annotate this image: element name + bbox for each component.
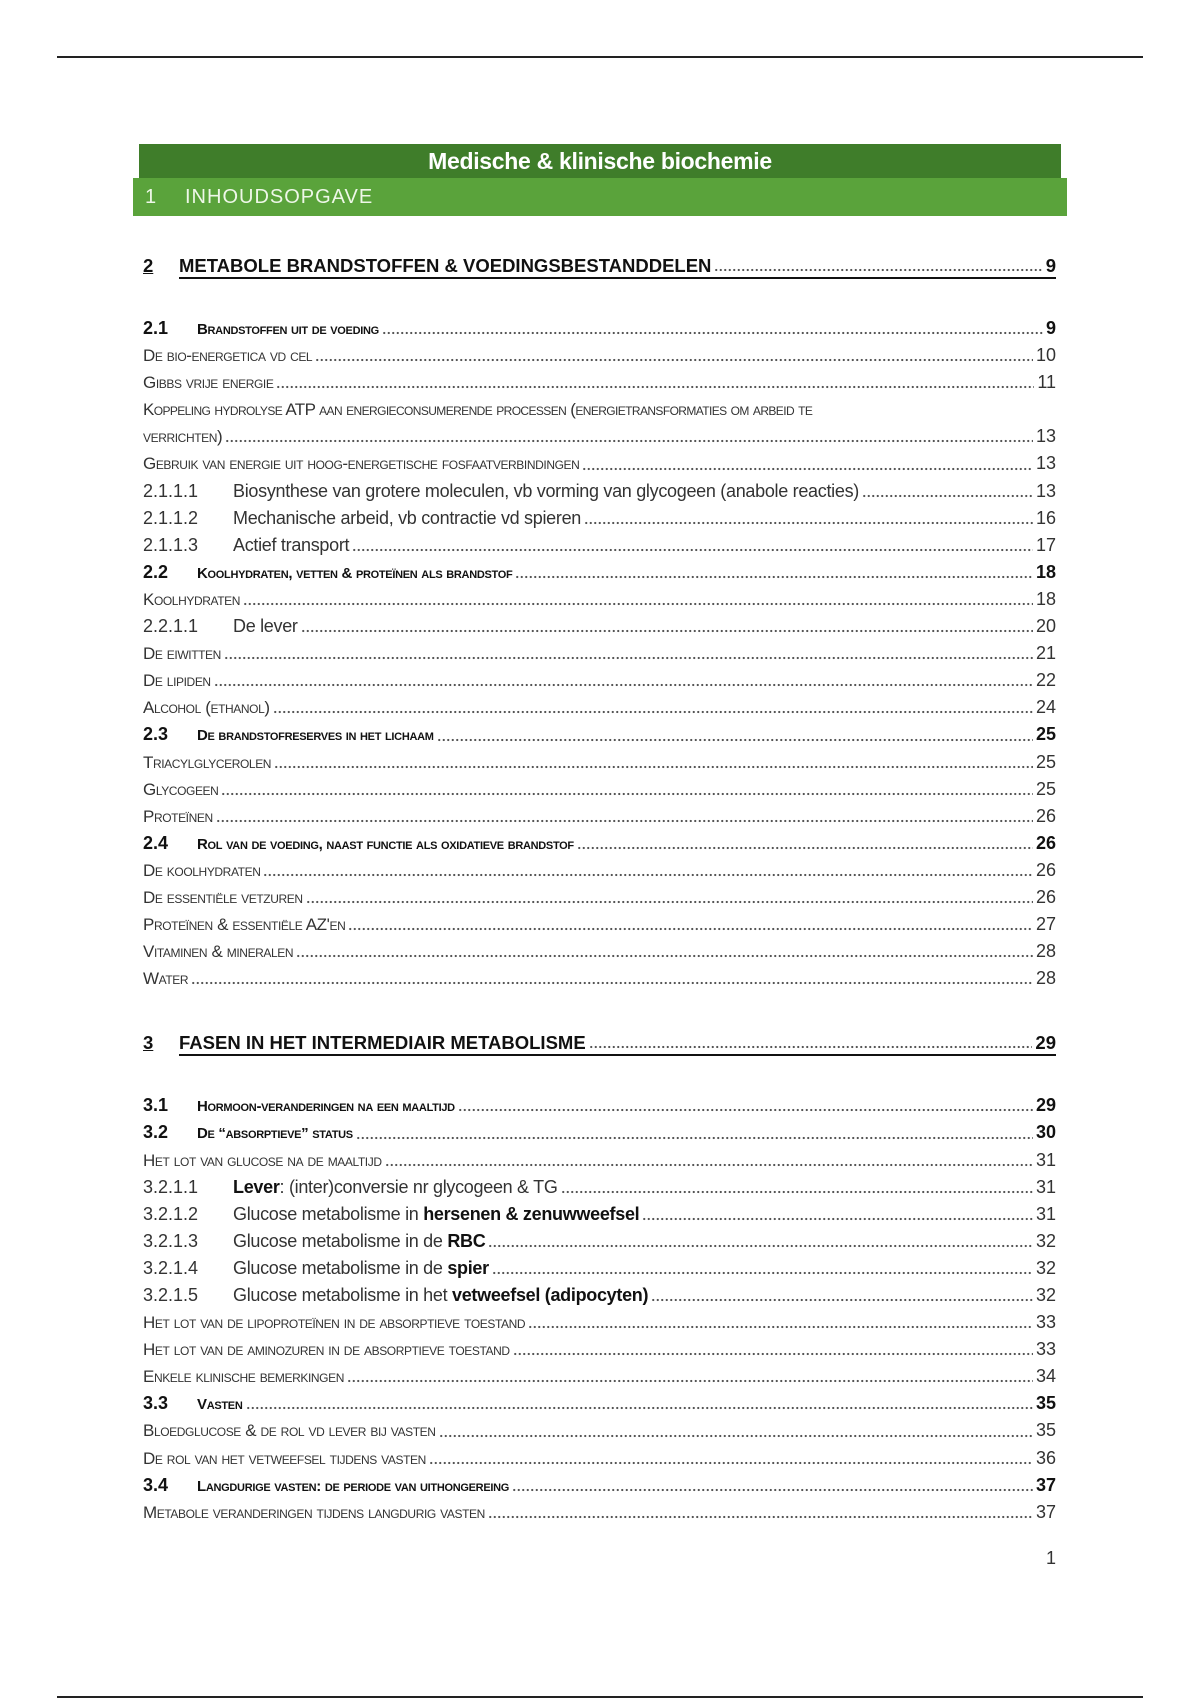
page-ref: 9 — [1045, 255, 1056, 276]
toc-entry[interactable] — [143, 694, 1056, 721]
dot-leader — [296, 948, 1033, 958]
toc-subsection[interactable] — [143, 478, 1056, 505]
chapter-title: FASEN IN HET INTERMEDIAIR METABOLISME — [179, 1032, 586, 1054]
entry-title-continued: verrichten) — [143, 427, 223, 447]
subsection-title — [233, 505, 581, 532]
dot-leader — [513, 1346, 1033, 1356]
subsection-number: 2.1.1.1 — [143, 480, 199, 501]
dot-leader — [382, 325, 1043, 335]
page-ref: 26 — [1035, 886, 1056, 907]
page-ref: 30 — [1035, 1122, 1056, 1143]
entry-title: Het lot van de aminozuren in de absorptieve toestand — [143, 1340, 510, 1360]
toc-subsection[interactable] — [143, 613, 1056, 640]
dot-leader — [263, 867, 1033, 877]
subsection-title — [233, 478, 859, 505]
bold-text: vetweefsel (adipocyten) — [452, 1285, 649, 1305]
text-part: : (inter)conversie nr glycogeen & TG — [279, 1176, 558, 1197]
entry-title: De rol van het vetweefsel tijdens vasten — [143, 1448, 426, 1468]
section-title: Hormoon-veranderingen na een maaltijd — [197, 1098, 455, 1116]
entry-title: Proteïnen — [143, 806, 213, 826]
toc-subsection[interactable] — [143, 1255, 1056, 1282]
toc-chapter-2[interactable] — [143, 252, 1056, 279]
toc-section-3-2[interactable] — [143, 1119, 1056, 1146]
section-title: Langdurige vasten: de periode van uithongereing — [197, 1477, 510, 1495]
bold-text: spier — [447, 1257, 489, 1278]
toc-section-2-4[interactable] — [143, 830, 1056, 857]
toc-entry[interactable] — [143, 965, 1056, 992]
text-part: Glucose metabolisme in de — [233, 1230, 448, 1251]
section-number: 3.2 — [143, 1122, 169, 1143]
section-number: 3.4 — [143, 1474, 169, 1495]
page-ref: 16 — [1035, 507, 1056, 528]
section-title: De brandstofreserves in het lichaam — [197, 727, 434, 745]
entry-title: Koppeling hydrolyse ATP aan energieconsumerende processen (energietransformaties om arbeid te — [143, 400, 813, 420]
dot-leader — [356, 1130, 1033, 1140]
subsection-number: 3.2.1.4 — [143, 1257, 199, 1278]
page-ref: 27 — [1035, 914, 1056, 935]
toc-entry[interactable] — [143, 342, 1056, 369]
dot-leader — [561, 1184, 1033, 1194]
subsection-title — [233, 532, 349, 559]
dot-leader — [642, 1211, 1033, 1221]
subsection-number: 3.2.1.1 — [143, 1176, 199, 1197]
dot-leader — [352, 542, 1033, 552]
chapter-number: 2 — [143, 255, 154, 276]
page-ref: 32 — [1035, 1257, 1056, 1278]
toc-entry[interactable] — [143, 884, 1056, 911]
dot-leader — [584, 515, 1033, 525]
toc-chapter-3[interactable] — [143, 1029, 1056, 1056]
dot-leader — [225, 433, 1033, 443]
entry-title: De bio-energetica vd cel — [143, 346, 313, 366]
toc-entry[interactable] — [143, 586, 1056, 613]
toc-entry[interactable] — [143, 1363, 1056, 1390]
page-ref: 18 — [1035, 561, 1056, 582]
toc-section-3-3[interactable] — [143, 1390, 1056, 1417]
dot-leader — [589, 1039, 1033, 1049]
toc-entry[interactable] — [143, 369, 1056, 396]
page-ref: 31 — [1035, 1149, 1056, 1170]
heading-number: 1 — [145, 186, 158, 208]
page-ref: 10 — [1035, 345, 1056, 366]
subsection-number: 3.2.1.2 — [143, 1203, 199, 1224]
dot-leader — [347, 1373, 1033, 1383]
entry-title: Triacylglycerolen — [143, 752, 272, 772]
toc-entry[interactable] — [143, 1417, 1056, 1444]
section-number: 2.2 — [143, 561, 169, 582]
toc-entry[interactable] — [143, 749, 1056, 776]
entry-title: Koolhydraten — [143, 589, 240, 609]
toc-entry[interactable] — [143, 938, 1056, 965]
dot-leader — [439, 1428, 1033, 1438]
section-number: 2.3 — [143, 724, 169, 745]
page-ref: 35 — [1035, 1393, 1056, 1414]
section-number: 3.3 — [143, 1393, 169, 1414]
subsection-title — [233, 1201, 639, 1228]
entry-title: Het lot van de lipoproteïnen in de absorptieve toestand — [143, 1313, 526, 1333]
text-part: Glucose metabolisme in het — [233, 1285, 453, 1305]
entry-title: Glycogeen — [143, 779, 219, 799]
entry-title: De eiwitten — [143, 644, 221, 664]
footer-rule — [57, 1696, 1143, 1698]
dot-leader — [243, 596, 1033, 606]
dot-leader — [273, 704, 1033, 714]
toc-entry[interactable] — [143, 1336, 1056, 1363]
heading-text: INHOUDSOPGAVE — [185, 186, 374, 208]
page-ref: 34 — [1035, 1366, 1056, 1387]
toc-entry[interactable] — [143, 857, 1056, 884]
chapter-link — [179, 1032, 1056, 1056]
dot-leader — [488, 1238, 1033, 1248]
page-ref: 28 — [1035, 941, 1056, 962]
page-ref: 29 — [1035, 1095, 1056, 1116]
page-ref: 37 — [1035, 1474, 1056, 1495]
table-of-contents — [143, 252, 1056, 1526]
subsection-number: 2.1.1.3 — [143, 534, 199, 555]
page-ref: 26 — [1035, 859, 1056, 880]
page-ref: 9 — [1045, 318, 1056, 338]
subsection-number: 2.1.1.2 — [143, 507, 199, 528]
page-ref: 29 — [1035, 1032, 1056, 1054]
dot-leader — [862, 488, 1033, 498]
bold-text: hersenen & zenuwweefsel — [423, 1203, 640, 1224]
subsection-title — [233, 613, 298, 640]
page-ref: 25 — [1035, 751, 1056, 772]
page-ref: 11 — [1037, 372, 1056, 393]
dot-leader — [582, 461, 1033, 471]
page-ref: 18 — [1035, 588, 1056, 609]
dot-leader — [385, 1157, 1033, 1167]
section-title: Koolhydraten, vetten & proteïnen als brandstof — [197, 564, 513, 582]
text-part: Glucose metabolisme in — [233, 1203, 424, 1224]
section-title: Brandstoffen uit de voeding — [197, 321, 379, 338]
page-number: 1 — [1045, 1548, 1056, 1568]
entry-title: De essentiële vetzuren — [143, 887, 303, 907]
toc-entry[interactable] — [143, 776, 1056, 803]
page-ref: 17 — [1035, 534, 1056, 555]
dot-leader — [577, 840, 1033, 850]
dot-leader — [437, 732, 1033, 742]
dot-leader — [515, 569, 1033, 579]
dot-leader — [348, 921, 1033, 931]
text-part: Mechanische arbeid, vb contractie vd spieren — [233, 507, 581, 528]
toc-subsection[interactable] — [143, 1174, 1056, 1201]
section-title: Rol van de voeding, naast functie als oxidatieve brandstof — [197, 835, 574, 853]
dot-leader — [224, 650, 1033, 660]
dot-leader — [651, 1292, 1033, 1302]
text-part: Glucose metabolisme in de — [233, 1257, 448, 1278]
dot-leader — [306, 894, 1033, 904]
page-ref: 13 — [1035, 426, 1056, 447]
subsection-number: 2.2.1.1 — [143, 616, 199, 637]
toc-entry[interactable] — [143, 1499, 1056, 1526]
toc-entry[interactable] — [143, 803, 1056, 830]
toc-entry[interactable] — [143, 911, 1056, 938]
page-ref: 32 — [1035, 1285, 1056, 1305]
chapter-link — [179, 255, 1056, 279]
subsection-title — [233, 1282, 648, 1309]
toc-subsection[interactable] — [143, 1201, 1056, 1228]
page-ref: 33 — [1035, 1312, 1056, 1333]
dot-leader — [191, 975, 1033, 985]
dot-leader — [301, 623, 1033, 633]
page-ref: 25 — [1035, 724, 1056, 745]
page-ref: 26 — [1035, 832, 1056, 853]
chapter-title: METABOLE BRANDSTOFFEN & VOEDINGSBESTANDDELEN — [179, 255, 712, 276]
page-ref: 22 — [1035, 670, 1056, 691]
entry-title: De koolhydraten — [143, 860, 261, 880]
entry-title: Proteïnen & essentiële AZ'en — [143, 915, 346, 935]
page-ref: 36 — [1035, 1447, 1056, 1468]
toc-section-3-1[interactable] — [143, 1092, 1056, 1119]
toc-entry[interactable] — [143, 640, 1056, 667]
toc-entry-continuation[interactable] — [143, 423, 1056, 450]
toc-entry[interactable] — [143, 396, 1056, 423]
subsection-title — [233, 1255, 489, 1282]
page-ref: 13 — [1035, 453, 1056, 474]
toc-entry[interactable] — [143, 450, 1056, 477]
toc-section-2-1[interactable] — [143, 315, 1056, 342]
subsection-title — [233, 1174, 558, 1201]
entry-title: Gebruik van energie uit hoog-energetische fosfaatverbindingen — [143, 454, 580, 474]
toc-subsection[interactable] — [143, 532, 1056, 559]
dot-leader — [488, 1509, 1033, 1519]
text-part: Actief transport — [233, 534, 350, 555]
document-title: Medische & klinische biochemie — [139, 144, 1061, 178]
text-part: De lever — [233, 616, 298, 637]
page-ref: 13 — [1035, 480, 1056, 501]
dot-leader — [246, 1400, 1033, 1410]
toc-entry[interactable] — [143, 667, 1056, 694]
toc-section-3-4[interactable] — [143, 1472, 1056, 1499]
page-ref: 20 — [1035, 616, 1056, 637]
dot-leader — [492, 1265, 1033, 1275]
toc-entry[interactable] — [143, 1445, 1056, 1472]
entry-title: Enkele klinische bemerkingen — [143, 1367, 344, 1387]
page-ref: 31 — [1035, 1203, 1056, 1224]
dot-leader — [528, 1319, 1033, 1329]
section-number: 2.4 — [143, 832, 169, 853]
page-ref: 31 — [1035, 1176, 1056, 1197]
toc-entry[interactable] — [143, 1147, 1056, 1174]
dot-leader — [512, 1482, 1033, 1492]
header-rule — [57, 56, 1143, 58]
toc-entry[interactable] — [143, 1309, 1056, 1336]
dot-leader — [274, 759, 1033, 769]
toc-subsection[interactable] — [143, 1228, 1056, 1255]
page-ref: 33 — [1035, 1339, 1056, 1360]
section-number: 3.1 — [143, 1095, 169, 1116]
bold-text: Lever — [233, 1176, 280, 1197]
toc-subsection[interactable] — [143, 1282, 1056, 1309]
chapter-number: 3 — [143, 1032, 154, 1054]
dot-leader — [714, 262, 1042, 272]
toc-section-2-2[interactable] — [143, 559, 1056, 586]
page-ref: 35 — [1035, 1420, 1056, 1441]
section-title: De “absorptieve” status — [197, 1125, 353, 1143]
heading-inhoudsopgave — [133, 178, 1067, 216]
page-ref: 21 — [1035, 643, 1056, 664]
page-ref: 32 — [1035, 1230, 1056, 1251]
toc-section-2-3[interactable] — [143, 721, 1056, 748]
dot-leader — [221, 786, 1033, 796]
dot-leader — [216, 813, 1033, 823]
bold-text: RBC — [447, 1230, 486, 1251]
subsection-number: 3.2.1.3 — [143, 1230, 199, 1251]
section-title: Vasten — [197, 1396, 243, 1414]
page-ref: 25 — [1035, 778, 1056, 799]
subsection-title — [233, 1228, 485, 1255]
entry-title: Gibbs vrije energie — [143, 373, 274, 393]
entry-title: Alcohol (ethanol) — [143, 698, 270, 718]
entry-title: De lipiden — [143, 671, 211, 691]
page-ref: 24 — [1035, 697, 1056, 718]
entry-title: Het lot van glucose na de maaltijd — [143, 1150, 382, 1170]
dot-leader — [458, 1102, 1033, 1112]
subsection-number: 3.2.1.5 — [143, 1285, 199, 1305]
entry-title: Bloedglucose & de rol vd lever bij vasten — [143, 1421, 436, 1441]
entry-title: Vitaminen & mineralen — [143, 942, 294, 962]
page-ref: 37 — [1035, 1501, 1056, 1522]
dot-leader — [429, 1455, 1033, 1465]
entry-title: Metabole veranderingen tijdens langdurig vasten — [143, 1502, 485, 1522]
dot-leader — [276, 379, 1034, 389]
page-ref: 26 — [1035, 805, 1056, 826]
entry-title: Water — [143, 969, 189, 989]
toc-subsection[interactable] — [143, 505, 1056, 532]
page-ref: 28 — [1035, 968, 1056, 989]
section-number: 2.1 — [143, 318, 169, 338]
dot-leader — [315, 352, 1033, 362]
dot-leader — [214, 677, 1033, 687]
text-part: Biosynthese van grotere moleculen, vb vorming van glycogeen (anabole reacties) — [233, 480, 859, 501]
